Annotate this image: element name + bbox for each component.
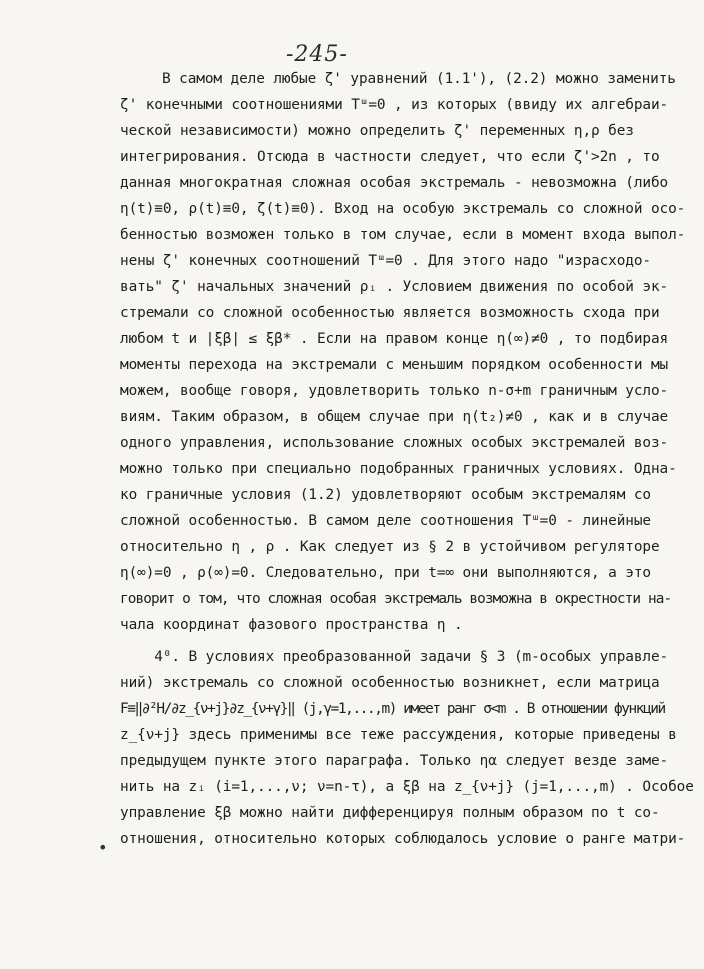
text-line: F≡‖∂²H/∂z_{ν+j}∂z_{ν+γ}‖ (j,γ=1,...,m) имеет ранг σ<m . В отношении функций	[120, 701, 665, 717]
page-number: -245-	[286, 42, 348, 67]
text-line: можно только при специально подобранных граничных условиях. Одна-	[120, 461, 677, 477]
text-line: η(t)≡0, ρ(t)≡0, ζ(t)≡0). Вход на особую экстремаль со сложной осо-	[120, 201, 686, 217]
text-line: виям. Таким образом, в общем случае при η(t₂)≠0 , как и в случае	[120, 409, 669, 425]
text-line: моменты перехода на экстремали с меньшим порядком особенности мы	[120, 357, 669, 373]
text-line: ний) экстремаль со сложной особенностью возникнет, если матрица	[120, 675, 660, 691]
text-line: данная многократная сложная особая экстремаль - невозможна (либо	[120, 175, 669, 191]
text-line: можем, вообще говоря, удовлетворить только n-σ+m граничным усло-	[120, 383, 669, 399]
text-line: интегрирования. Отсюда в частности следует, что если ζ'>2n , то	[120, 149, 660, 165]
text-line: В самом деле любые ζ' уравнений (1.1'), (2.2) можно заменить	[162, 71, 676, 87]
text-line: управление ξβ можно найти дифференцируя полным образом по t со-	[120, 805, 660, 821]
text-line: нить на zᵢ (i=1,...,ν; ν=n-τ), а ξβ на z_{ν+j} (j=1,...,m) . Особое	[120, 779, 694, 795]
text-line: одного управления, использование сложных особых экстремалей воз-	[120, 435, 669, 451]
text-line: ζ' конечными соотношениями Tᵚ=0 , из которых (ввиду их алгебраи-	[120, 97, 669, 113]
text-line: z_{ν+j} здесь применимы все теже рассуждения, которые приведены в	[120, 727, 677, 743]
text-line: ческой независимости) можно определить ζ' переменных η,ρ без	[120, 123, 634, 139]
text-line: стремали со сложной особенностью является возможность схода при	[120, 305, 660, 321]
text-line: чала координат фазового пространства η .	[120, 617, 463, 633]
text-line: относительно η , ρ . Как следует из § 2 в устойчивом регуляторе	[120, 539, 660, 555]
text-line: нены ζ' конечных соотношений Tᵚ=0 . Для этого надо "израсходо-	[120, 253, 651, 269]
text-line: вать" ζ' начальных значений ρᵢ . Условием движения по особой эк-	[120, 279, 669, 295]
text-line: бенностью возможен только в том случае, если в момент входа выпол-	[120, 227, 686, 243]
text-line: ко граничные условия (1.2) удовлетворяют особым экстремалям со	[120, 487, 651, 503]
text-line: 4⁰. В условиях преобразованной задачи § 3 (m-особых управле-	[120, 649, 669, 665]
text-line: любом t и |ξβ| ≤ ξβ* . Если на правом конце η(∞)≠0 , то подбирая	[120, 331, 669, 347]
text-line: сложной особенностью. В самом деле соотношения Tᵚ=0 - линейные	[120, 513, 651, 529]
text-line: говорит о том, что сложная особая экстремаль возможна в окрестности на-	[120, 591, 672, 607]
margin-mark: •	[98, 838, 108, 857]
text-line: η(∞)=0 , ρ(∞)=0. Следовательно, при t=∞ они выполняются, а это	[120, 565, 651, 581]
text-line: предыдущем пункте этого параграфа. Только ηα следует везде заме-	[120, 753, 669, 769]
text-line: отношения, относительно которых соблюдалось условие о ранге матри-	[120, 831, 686, 847]
